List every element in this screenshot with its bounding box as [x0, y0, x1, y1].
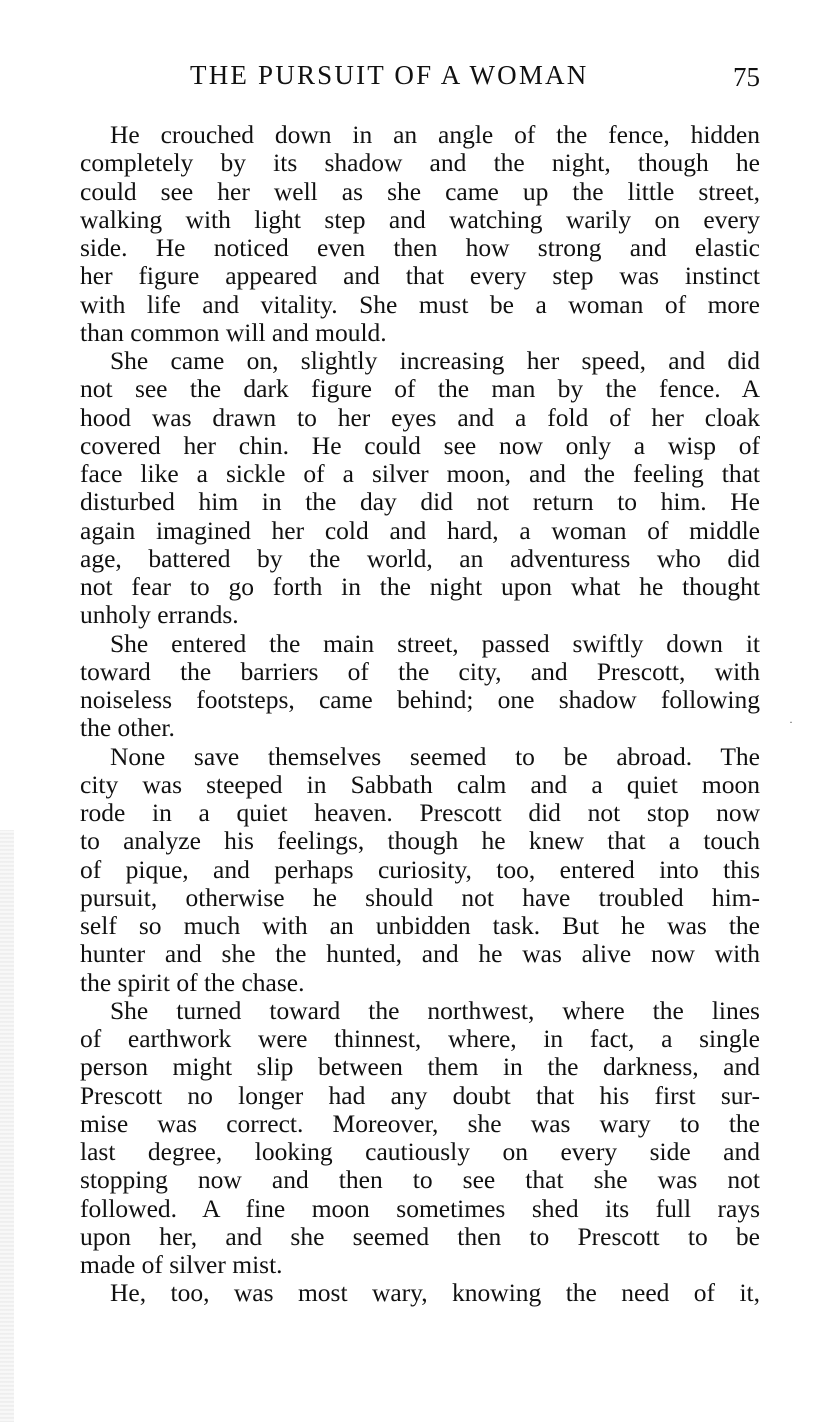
- text-line: followed. A fine moon sometimes shed its full rays: [80, 1193, 760, 1223]
- text-line: again imagined her cold and hard, a woman of middle: [80, 515, 760, 545]
- text-line: pursuit, otherwise he should not have troubled him-: [80, 882, 760, 912]
- scan-speck: ·: [789, 715, 793, 729]
- text-line: noiseless footsteps, came behind; one shadow following: [80, 685, 760, 714]
- text-line: hood was drawn to her eyes and a fold of her cloak: [80, 402, 760, 432]
- text-line: She turned toward the northwest, where the lines: [110, 995, 760, 1025]
- text-line: of pique, and perhaps curiosity, too, entered into this: [80, 854, 760, 884]
- text-line: disturbed him in the day did not return to him. He: [80, 487, 760, 517]
- body-text: [80, 121, 760, 1308]
- text-line: person might slip between them in the darkness, and: [80, 1052, 760, 1082]
- text-line: completely by its shadow and the night, though he: [80, 148, 760, 178]
- text-line: her figure appeared and that every step was instinct: [80, 261, 760, 291]
- text-line: Prescott no longer had any doubt that his first sur-: [80, 1080, 760, 1110]
- running-head: [80, 60, 760, 100]
- text-line: last degree, looking cautiously on every side and: [80, 1137, 760, 1166]
- text-line: mise was correct. Moreover, she was wary to the: [80, 1108, 760, 1138]
- text-line: with life and vitality. She must be a woman of more: [80, 289, 760, 319]
- text-line: He crouched down in an angle of the fence, hidden: [110, 120, 760, 149]
- text-line: self so much with an unbidden task. But he was the: [80, 911, 760, 940]
- text-line: city was steeped in Sabbath calm and a quiet moon: [80, 769, 760, 799]
- text-line: walking with light step and watching warily on every: [80, 204, 760, 234]
- text-line: side. He noticed even then how strong and elastic: [80, 233, 760, 262]
- text-line: the other.: [80, 713, 175, 743]
- text-line: of earthwork were thinnest, where, in fact, a single: [80, 1024, 760, 1053]
- scan-gutter-shadow: [0, 830, 14, 1422]
- text-line: made of silver mist.: [80, 1250, 283, 1279]
- page-number: 75: [733, 62, 760, 92]
- text-line: He, too, was most wary, knowing the need of it,: [110, 1278, 760, 1308]
- text-line: could see her well as she came up the little street,: [80, 176, 760, 206]
- text-line: stopping now and then to see that she was not: [80, 1165, 760, 1195]
- text-line: not see the dark figure of the man by the fence. A: [80, 374, 760, 404]
- text-line: the spirit of the chase.: [80, 967, 305, 997]
- text-line: not fear to go forth in the night upon what he thought: [80, 572, 760, 601]
- text-line: She entered the main street, passed swiftly down it: [110, 628, 760, 658]
- text-line: rode in a quiet heaven. Prescott did not stop now: [80, 798, 760, 827]
- running-title: THE PURSUIT OF A WOMAN: [190, 60, 589, 90]
- text-line: face like a sickle of a silver moon, and the feeling that: [80, 459, 760, 488]
- text-line: age, battered by the world, an adventuress who did: [80, 543, 760, 573]
- text-line: upon her, and she seemed then to Prescott to be: [80, 1221, 760, 1251]
- text-line: covered her chin. He could see now only a wisp of: [80, 430, 760, 460]
- text-line: to analyze his feelings, though he knew that a touch: [80, 826, 760, 856]
- text-line: hunter and she the hunted, and he was alive now with: [80, 939, 760, 969]
- text-line: None save themselves seemed to be abroad. The: [110, 741, 760, 771]
- text-line: She came on, slightly increasing her speed, and did: [110, 346, 760, 375]
- text-line: than common will and mould.: [80, 317, 387, 347]
- text-line: toward the barriers of the city, and Prescott, with: [80, 656, 760, 686]
- text-line: unholy errands.: [80, 600, 239, 630]
